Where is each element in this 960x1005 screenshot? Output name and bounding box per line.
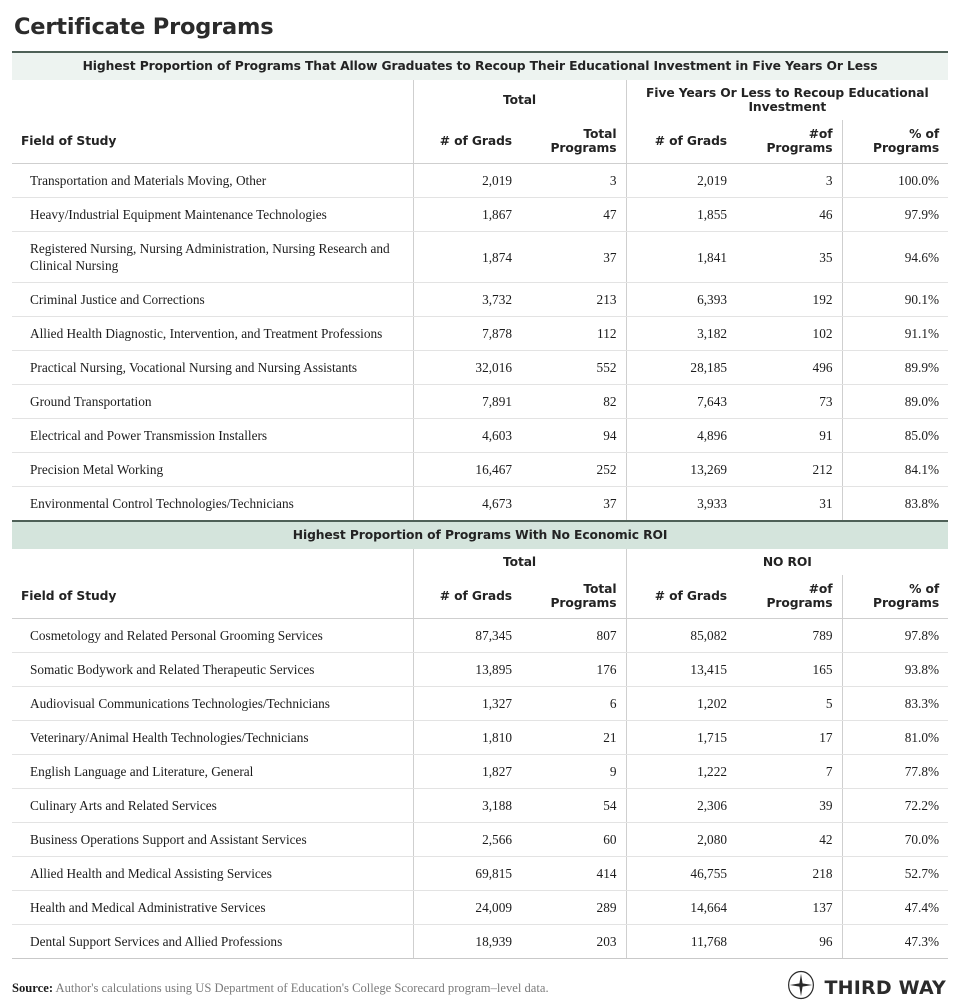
cell-field-of-study: Transportation and Materials Moving, Other — [12, 164, 413, 198]
cell-percent-programs: 97.9% — [842, 198, 948, 232]
cell-programs-total: 203 — [521, 925, 626, 959]
cell-grads-total: 3,732 — [413, 283, 521, 317]
cell-grads-subset: 2,019 — [626, 164, 736, 198]
cell-programs-total: 289 — [521, 891, 626, 925]
cell-grads-total: 69,815 — [413, 857, 521, 891]
cell-programs-subset: 5 — [736, 687, 842, 721]
cell-programs-total: 414 — [521, 857, 626, 891]
group-header-subset: Five Years Or Less to Recoup Educational Investment — [626, 80, 948, 120]
cell-grads-total: 1,327 — [413, 687, 521, 721]
table-row — [12, 453, 948, 487]
cell-grads-total: 13,895 — [413, 653, 521, 687]
section-band-title: Highest Proportion of Programs That Allow Graduates to Recoup Their Educational Investment in Five Years Or Less — [12, 52, 948, 80]
column-header-field-of-study: Field of Study — [12, 120, 413, 164]
column-header-grads-subset: # of Grads — [626, 575, 736, 619]
table-row — [12, 487, 948, 522]
cell-field-of-study: Health and Medical Administrative Services — [12, 891, 413, 925]
column-header-row — [12, 575, 948, 619]
cell-field-of-study: Registered Nursing, Nursing Administration, Nursing Research and Clinical Nursing — [12, 232, 413, 283]
cell-grads-subset: 13,415 — [626, 653, 736, 687]
source-note — [12, 980, 549, 996]
cell-field-of-study: Allied Health Diagnostic, Intervention, and Treatment Professions — [12, 317, 413, 351]
cell-field-of-study: Somatic Bodywork and Related Therapeutic Services — [12, 653, 413, 687]
cell-grads-subset: 14,664 — [626, 891, 736, 925]
cell-grads-subset: 2,306 — [626, 789, 736, 823]
cell-programs-subset: 496 — [736, 351, 842, 385]
footer — [12, 958, 948, 1005]
cell-percent-programs: 52.7% — [842, 857, 948, 891]
cell-grads-subset: 3,933 — [626, 487, 736, 522]
group-header-row — [12, 549, 948, 575]
cell-programs-subset: 31 — [736, 487, 842, 522]
cell-grads-total: 4,603 — [413, 419, 521, 453]
cell-programs-total: 60 — [521, 823, 626, 857]
cell-grads-total: 3,188 — [413, 789, 521, 823]
cell-percent-programs: 85.0% — [842, 419, 948, 453]
table-row — [12, 198, 948, 232]
cell-grads-subset: 85,082 — [626, 619, 736, 653]
cell-grads-subset: 11,768 — [626, 925, 736, 959]
table-row — [12, 789, 948, 823]
cell-percent-programs: 47.3% — [842, 925, 948, 959]
column-header-grads-total: # of Grads — [413, 575, 521, 619]
cell-grads-subset: 46,755 — [626, 857, 736, 891]
table-row — [12, 351, 948, 385]
column-header-percent-programs: % of Programs — [842, 120, 948, 164]
cell-grads-total: 24,009 — [413, 891, 521, 925]
cell-field-of-study: Business Operations Support and Assistant Services — [12, 823, 413, 857]
cell-grads-total: 7,878 — [413, 317, 521, 351]
cell-percent-programs: 47.4% — [842, 891, 948, 925]
table-row — [12, 721, 948, 755]
cell-grads-total: 1,810 — [413, 721, 521, 755]
cell-percent-programs: 90.1% — [842, 283, 948, 317]
table-row — [12, 283, 948, 317]
cell-field-of-study: Heavy/Industrial Equipment Maintenance Technologies — [12, 198, 413, 232]
cell-field-of-study: Practical Nursing, Vocational Nursing and Nursing Assistants — [12, 351, 413, 385]
cell-percent-programs: 93.8% — [842, 653, 948, 687]
cell-percent-programs: 91.1% — [842, 317, 948, 351]
cell-field-of-study: Criminal Justice and Corrections — [12, 283, 413, 317]
cell-programs-subset: 165 — [736, 653, 842, 687]
column-header-programs-subset: #of Programs — [736, 120, 842, 164]
cell-programs-subset: 17 — [736, 721, 842, 755]
certificate-programs-table — [12, 51, 948, 958]
cell-programs-total: 37 — [521, 232, 626, 283]
cell-programs-total: 94 — [521, 419, 626, 453]
cell-programs-total: 112 — [521, 317, 626, 351]
cell-percent-programs: 84.1% — [842, 453, 948, 487]
cell-programs-total: 176 — [521, 653, 626, 687]
cell-programs-total: 3 — [521, 164, 626, 198]
cell-grads-subset: 4,896 — [626, 419, 736, 453]
cell-grads-subset: 28,185 — [626, 351, 736, 385]
compass-star-icon — [786, 970, 816, 1005]
cell-percent-programs: 83.3% — [842, 687, 948, 721]
table-row — [12, 857, 948, 891]
cell-field-of-study: Environmental Control Technologies/Technicians — [12, 487, 413, 522]
third-way-logo — [786, 970, 949, 1005]
cell-grads-total: 1,827 — [413, 755, 521, 789]
cell-grads-subset: 1,715 — [626, 721, 736, 755]
cell-field-of-study: English Language and Literature, General — [12, 755, 413, 789]
column-header-programs-total: Total Programs — [521, 575, 626, 619]
cell-programs-total: 9 — [521, 755, 626, 789]
cell-programs-total: 82 — [521, 385, 626, 419]
cell-grads-total: 1,867 — [413, 198, 521, 232]
cell-percent-programs: 70.0% — [842, 823, 948, 857]
cell-field-of-study: Allied Health and Medical Assisting Services — [12, 857, 413, 891]
cell-grads-subset: 1,202 — [626, 687, 736, 721]
cell-grads-subset: 3,182 — [626, 317, 736, 351]
cell-programs-total: 807 — [521, 619, 626, 653]
cell-programs-subset: 91 — [736, 419, 842, 453]
group-header-subset: NO ROI — [626, 549, 948, 575]
cell-percent-programs: 94.6% — [842, 232, 948, 283]
cell-grads-total: 18,939 — [413, 925, 521, 959]
cell-grads-subset: 6,393 — [626, 283, 736, 317]
cell-grads-total: 7,891 — [413, 385, 521, 419]
cell-programs-total: 54 — [521, 789, 626, 823]
cell-programs-subset: 46 — [736, 198, 842, 232]
source-label: Source: — [12, 980, 54, 995]
cell-programs-subset: 102 — [736, 317, 842, 351]
table-row — [12, 419, 948, 453]
cell-grads-subset: 13,269 — [626, 453, 736, 487]
cell-grads-total: 87,345 — [413, 619, 521, 653]
cell-programs-subset: 35 — [736, 232, 842, 283]
table-row — [12, 385, 948, 419]
table-row — [12, 823, 948, 857]
column-header-percent-programs: % of Programs — [842, 575, 948, 619]
cell-field-of-study: Audiovisual Communications Technologies/Technicians — [12, 687, 413, 721]
cell-percent-programs: 97.8% — [842, 619, 948, 653]
group-header-spacer — [12, 80, 413, 120]
cell-programs-subset: 73 — [736, 385, 842, 419]
group-header-row — [12, 80, 948, 120]
cell-programs-total: 213 — [521, 283, 626, 317]
cell-programs-subset: 789 — [736, 619, 842, 653]
cell-field-of-study: Cosmetology and Related Personal Grooming Services — [12, 619, 413, 653]
column-header-grads-subset: # of Grads — [626, 120, 736, 164]
cell-percent-programs: 89.0% — [842, 385, 948, 419]
cell-grads-total: 2,566 — [413, 823, 521, 857]
cell-programs-total: 552 — [521, 351, 626, 385]
cell-programs-subset: 3 — [736, 164, 842, 198]
cell-programs-subset: 137 — [736, 891, 842, 925]
cell-field-of-study: Veterinary/Animal Health Technologies/Technicians — [12, 721, 413, 755]
cell-programs-total: 21 — [521, 721, 626, 755]
column-header-row — [12, 120, 948, 164]
cell-programs-total: 37 — [521, 487, 626, 522]
cell-programs-subset: 96 — [736, 925, 842, 959]
table-row — [12, 925, 948, 959]
table-row — [12, 317, 948, 351]
column-header-programs-total: Total Programs — [521, 120, 626, 164]
cell-field-of-study: Precision Metal Working — [12, 453, 413, 487]
cell-programs-subset: 218 — [736, 857, 842, 891]
column-header-grads-total: # of Grads — [413, 120, 521, 164]
cell-programs-subset: 192 — [736, 283, 842, 317]
table-row — [12, 687, 948, 721]
table-row — [12, 755, 948, 789]
third-way-wordmark: THIRD WAY — [824, 976, 946, 999]
cell-percent-programs: 100.0% — [842, 164, 948, 198]
cell-programs-subset: 42 — [736, 823, 842, 857]
cell-field-of-study: Ground Transportation — [12, 385, 413, 419]
cell-programs-subset: 212 — [736, 453, 842, 487]
cell-percent-programs: 83.8% — [842, 487, 948, 522]
source-text: Author's calculations using US Department of Education's College Scorecard program–level data. — [55, 980, 549, 995]
cell-grads-subset: 7,643 — [626, 385, 736, 419]
cell-programs-subset: 7 — [736, 755, 842, 789]
section-band-2 — [12, 521, 948, 549]
table-row — [12, 164, 948, 198]
cell-percent-programs: 77.8% — [842, 755, 948, 789]
section-band-1 — [12, 52, 948, 80]
cell-field-of-study: Dental Support Services and Allied Professions — [12, 925, 413, 959]
cell-grads-total: 32,016 — [413, 351, 521, 385]
page-title: Certificate Programs — [14, 14, 274, 40]
cell-programs-total: 6 — [521, 687, 626, 721]
cell-programs-total: 252 — [521, 453, 626, 487]
table-row — [12, 232, 948, 283]
cell-percent-programs: 81.0% — [842, 721, 948, 755]
group-header-total: Total — [413, 80, 626, 120]
cell-grads-subset: 2,080 — [626, 823, 736, 857]
cell-grads-subset: 1,841 — [626, 232, 736, 283]
cell-grads-total: 1,874 — [413, 232, 521, 283]
column-header-field-of-study: Field of Study — [12, 575, 413, 619]
table-row — [12, 619, 948, 653]
section-band-title: Highest Proportion of Programs With No Economic ROI — [12, 521, 948, 549]
cell-grads-total: 16,467 — [413, 453, 521, 487]
cell-programs-total: 47 — [521, 198, 626, 232]
cell-percent-programs: 89.9% — [842, 351, 948, 385]
table-row — [12, 891, 948, 925]
cell-grads-subset: 1,222 — [626, 755, 736, 789]
cell-field-of-study: Culinary Arts and Related Services — [12, 789, 413, 823]
column-header-programs-subset: #of Programs — [736, 575, 842, 619]
table-row — [12, 653, 948, 687]
cell-programs-subset: 39 — [736, 789, 842, 823]
group-header-total: Total — [413, 549, 626, 575]
cell-grads-total: 4,673 — [413, 487, 521, 522]
cell-field-of-study: Electrical and Power Transmission Installers — [12, 419, 413, 453]
cell-grads-subset: 1,855 — [626, 198, 736, 232]
cell-grads-total: 2,019 — [413, 164, 521, 198]
group-header-spacer — [12, 549, 413, 575]
cell-percent-programs: 72.2% — [842, 789, 948, 823]
